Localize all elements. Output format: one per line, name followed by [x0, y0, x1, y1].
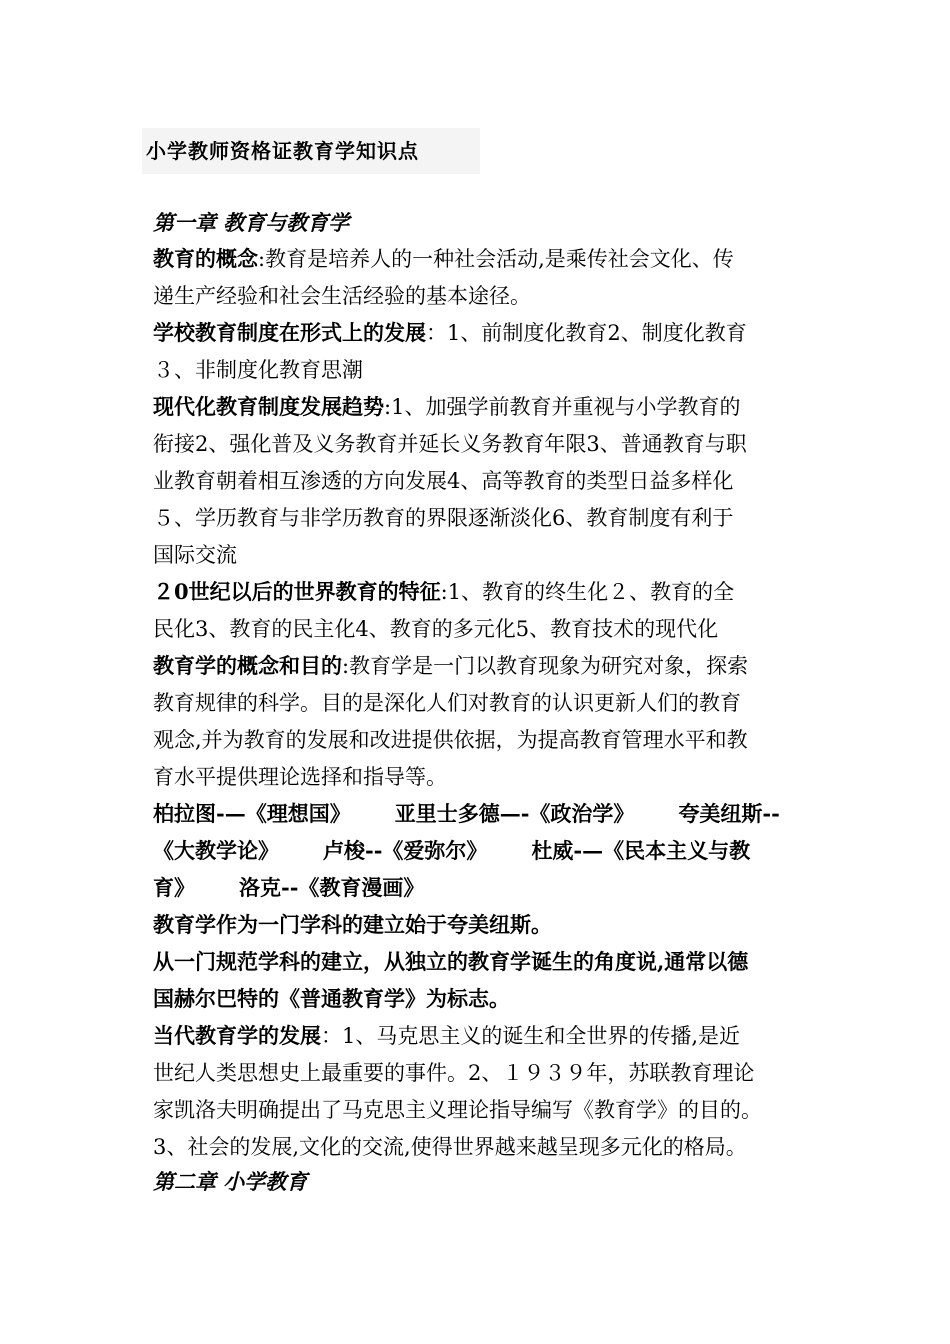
chapter-2-heading: 第二章 小学教育 [153, 1169, 308, 1194]
paragraph-line: 国际交流 [153, 543, 237, 567]
paragraph-modern-trends: 现代化教育制度发展趋势:1、加强学前教育并重视与小学教育的 [153, 394, 741, 419]
paragraph-line: 育水平提供理论选择和指导等。 [153, 765, 447, 789]
paragraph-line: 世纪人类思想史上最重要的事件。2、１９３９年，苏联教育理论 [153, 1061, 755, 1085]
paragraph-20th-century: ２0世纪以后的世界教育的特征:1、教育的终生化２、教育的全 [153, 579, 735, 604]
document-title: 小学教师资格证教育学知识点 [146, 139, 419, 163]
paragraph-line: 家凯洛夫明确提出了马克思主义理论指导编写《教育学》的目的。 [153, 1098, 762, 1122]
term-label: 当代教育学的发展 [153, 1023, 321, 1048]
paragraph-line: 递生产经验和社会生活经验的基本途径。 [153, 284, 531, 308]
paragraph-line: 国赫尔巴特的《普通教育学》为标志。 [153, 986, 510, 1011]
paragraph-line: 衔接2、强化普及义务教育并延长义务教育年限3、普通教育与职 [153, 432, 747, 456]
paragraph-line: 业教育朝着相互渗透的方向发展4、高等教育的类型日益多样化 [153, 469, 734, 493]
paragraph-line: 观念,并为教育的发展和改进提供依据，为提高教育管理水平和教 [153, 728, 748, 752]
term-label: 学校教育制度在形式上的发展 [153, 320, 426, 345]
works-line-2: 《大教学论》 卢梭--《爱弥尔》 杜威-—《民本主义与教 [153, 838, 751, 863]
works-line-1: 柏拉图-—《理想国》 亚里士多德—-《政治学》 夸美纽斯-- [153, 801, 780, 826]
paragraph-line: 教育规律的科学。目的是深化人们对教育的认识更新人们的教育 [153, 691, 741, 715]
term-label: ２0世纪以后的世界教育的特征 [153, 579, 441, 604]
term-label: 教育的概念 [153, 246, 258, 271]
paragraph-line: 民化3、教育的民主化4、教育的多元化5、教育技术的现代化 [153, 617, 719, 641]
paragraph-comenius: 教育学作为一门学科的建立始于夸美纽斯。 [153, 912, 552, 937]
paragraph-pedagogy-concept: 教育学的概念和目的:教育学是一门以教育现象为研究对象，探索 [153, 653, 749, 678]
paragraph-school-system: 学校教育制度在形式上的发展：1、前制度化教育2、制度化教育 [153, 320, 747, 345]
term-label: 教育学的概念和目的 [153, 653, 342, 678]
paragraph-herbart: 从一门规范学科的建立，从独立的教育学诞生的角度说,通常以德 [153, 949, 749, 974]
paragraph-line: ５、学历教育与非学历教育的界限逐渐淡化6、教育制度有利于 [153, 506, 734, 530]
paragraph-contemporary: 当代教育学的发展：1、马克思主义的诞生和全世界的传播,是近 [153, 1023, 741, 1048]
chapter-1-heading: 第一章 教育与教育学 [153, 210, 350, 235]
term-label: 现代化教育制度发展趋势 [153, 394, 384, 419]
works-line-3: 育》 洛克--《教育漫画》 [153, 875, 425, 900]
paragraph-line: ３、非制度化教育思潮 [153, 358, 363, 382]
paragraph-education-concept: 教育的概念:教育是培养人的一种社会活动,是乘传社会文化、传 [153, 246, 734, 271]
paragraph-line: 3、社会的发展,文化的交流,使得世界越来越呈现多元化的格局。 [153, 1135, 747, 1159]
